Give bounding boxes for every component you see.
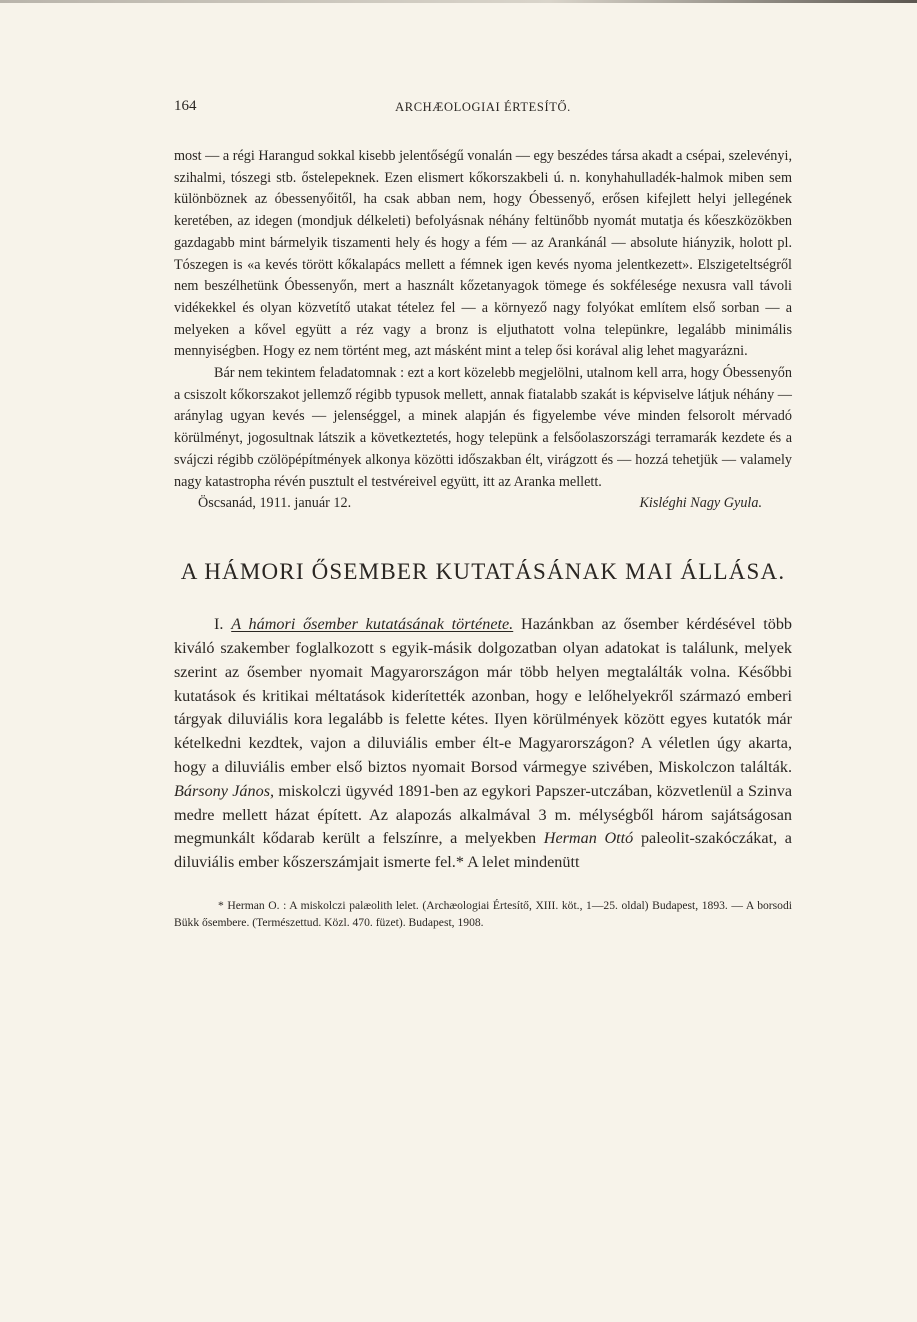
author-signature: Kisléghi Nagy Gyula. — [639, 495, 762, 512]
text-run: paleolit-szakóczákat, a diluviális ember kőszerszámjait ismerte fel.* A lelet mindenütt — [174, 829, 792, 872]
person-name: Herman Ottó — [543, 829, 634, 848]
paragraph — [174, 613, 792, 875]
article-title: A HÁMORI ŐSEMBER KUTATÁSÁNAK MAI ÁLLÁSA. — [180, 559, 786, 585]
section-number: I. — [214, 615, 224, 634]
signoff — [174, 493, 792, 515]
journal-title: ARCHÆOLOGIAI ÉRTESÍTŐ. — [395, 100, 571, 114]
place-date: Öscsanád, 1911. január 12. — [198, 495, 352, 512]
footnote-text: * Herman O. : A miskolczi palæolith lelet. (Archæologiai Értesítő, XIII. köt., 1—25. oldal) Budapest, 1893. — A borsodi Bükk ősembere. (Természettud. Közl. 470. füzet). Budapest, 1908. — [174, 899, 792, 930]
article-body — [174, 613, 792, 875]
paragraph: Bár nem tekintem feladatomnak : ezt a kort közelebb megjelölni, utalnom kell arra, hogy Óbessenyőn a csiszolt kőkorszakot jellemző régibb typusok mellett, annak fiatalabb szakát is képviselve látjuk néhány — aránylag ugyan kevés — jelenséggel, a minek alapján és figyelembe véve minden felsorolt mérvadó körülményt, jogosultnak látszik a következtetés, hogy telepünk a felsőolaszországi terramarák kezdete és a svájczi régibb czölöpépítmények alkonya közötti időszakban élt, virágzott és — hozzá tehetjük — valamely nagy katastropha révén pusztult el testvéreivel együtt, itt az Aranka mellett. — [174, 365, 792, 490]
page-top-rule — [0, 0, 917, 3]
person-name: Bársony János, — [174, 781, 275, 800]
footnote — [174, 897, 792, 931]
paragraph: most — a régi Harangud sokkal kisebb jelentőségű vonalán — egy beszédes társa akadt a csépai, szelevényi, szihalmi, tószegi stb. őstelepeknek. Ezen elismert kőkorszakbeli ú. n. konyhahulladék-halmok miben sem különböznek az óbessenyőitől, ha csak abban nem, hogy Óbessenyő, erősen kifejlett helyi jellegének keretében, az idegen (mondjuk délkeleti) befolyásnak néhány feltünőbb nyomát mutatja és kőeszközökben gazdagabb mint bármelyik tiszamenti hely és hogy a fém — az Arankánál — absolute hiányzik, holott pl. Tószegen is «a kevés törött kőkalapács mellett a fémnek igen kevés nyoma jelentkezett». Elszigeteltségről nem beszélhetünk Óbessenyőn, mert a használt kőzetanyagok tömege és sokfélesége nexusra vall távoli vidékekkel és olyan közvetítő utakat tételez fel — a környező nagy folyókat említem első sorban — a melyeken a kővel együtt a réz vagy a bronz is eljuthatott volna telepünkre, legalább minimális mennyiségben. Hogy ez nem történt meg, azt másként mint a telep ősi korával alig lehet magyarázni. — [174, 148, 792, 360]
text-run: miskolczi ügyvéd 1891-ben az egykori Papszer-utczában, közvetlenül a Szinva medre mellett házat épített. Az alapozás alkalmával 3 m. mélységből három sajátságosan megmunkált kődarab került a felszínre, a melyekben — [174, 781, 792, 848]
previous-article-text — [174, 146, 792, 515]
page-number: 164 — [174, 98, 197, 114]
section-subtitle: A hámori ősember kutatásának története. — [231, 615, 514, 634]
running-head — [174, 98, 792, 120]
page-content — [174, 98, 792, 931]
text-run: Hazánkban az ősember kérdésével több kiváló szakember foglalkozott s egyik-másik dolgozatban olyan adatokat is találunk, melyek szerint az ősember nyomait Magyarországon már több helyen megtalálták volna. Későbbi kutatások és kritikai méltatások kiderítették azonban, hogy e lelőhelyekről származó emberi tárgyak diluviális kora legalább is felette kétes. Ilyen körülmények között egyes kutatók már kételkedni kezdtek, vajon a diluviális ember élt-e Magyarországon? A véletlen úgy akarta, hogy a diluviális ember első biztos nyomait Borsod vármegye szivében, Miskolczon találták. — [174, 615, 793, 777]
